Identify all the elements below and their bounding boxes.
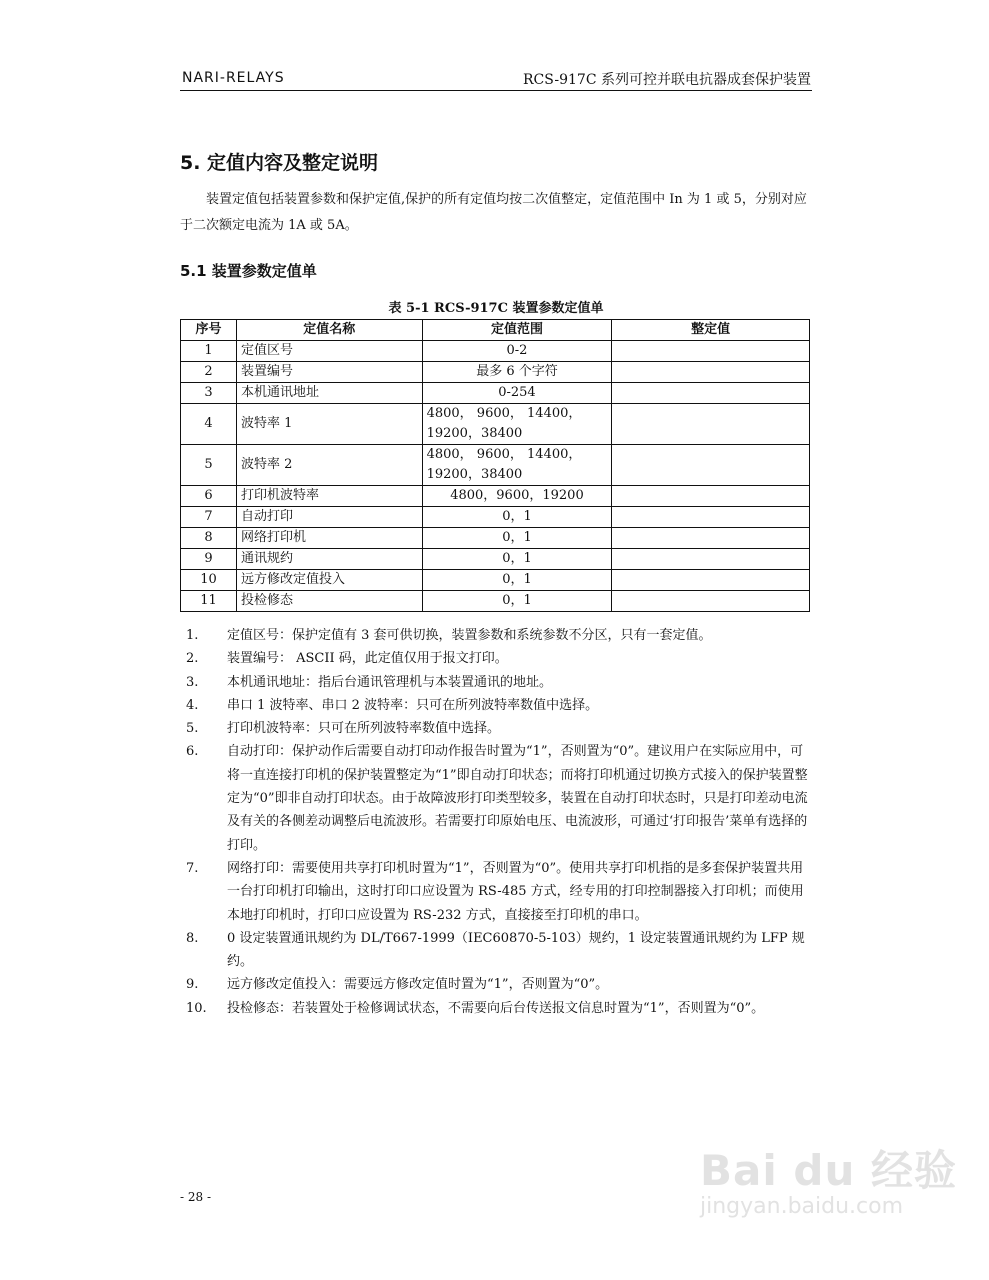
settings-table: [180, 319, 810, 612]
row-number: 4: [181, 404, 237, 445]
row-number: 5: [181, 445, 237, 486]
setting-value: [612, 528, 810, 549]
setting-value: [612, 507, 810, 528]
header-right: RCS-917C 系列可控并联电抗器成套保护装置: [523, 72, 811, 88]
note-text: 串口 1 波特率、串口 2 波特率：只可在所列波特率数值中选择。: [227, 697, 599, 713]
setting-name: 投检修态: [236, 591, 422, 612]
setting-value: [612, 341, 810, 362]
setting-value: [612, 445, 810, 486]
setting-range: 最多 6 个字符: [422, 362, 612, 383]
setting-range: 0-2: [422, 341, 612, 362]
table-body: [181, 341, 810, 612]
setting-value: [612, 486, 810, 507]
setting-name: 远方修改定值投入: [236, 570, 422, 591]
setting-range: 4800， 9600， 14400， 19200，38400: [422, 404, 612, 445]
row-number: 10: [181, 570, 237, 591]
note-text: 投检修态：若装置处于检修调试状态，不需要向后台传送报文信息时置为“1”，否则置为“0”。: [227, 1000, 765, 1016]
col-header-name: 定值名称: [236, 320, 422, 341]
col-header-range: 定值范围: [422, 320, 612, 341]
table-row: [181, 341, 810, 362]
setting-range: 0，1: [422, 549, 612, 570]
row-number: 9: [181, 549, 237, 570]
note-item: [186, 857, 816, 927]
setting-name: 定值区号: [236, 341, 422, 362]
table-row: [181, 486, 810, 507]
table-row: [181, 507, 810, 528]
note-item: [186, 997, 816, 1020]
setting-value: [612, 549, 810, 570]
note-item: [186, 927, 816, 974]
note-item: [186, 694, 816, 717]
setting-range: 0，1: [422, 570, 612, 591]
note-text: 打印机波特率：只可在所列波特率数值中选择。: [227, 721, 501, 737]
section-title: 5. 定值内容及整定说明: [180, 152, 379, 174]
table-row: [181, 362, 810, 383]
watermark: [700, 1138, 960, 1248]
note-item: [186, 624, 816, 647]
setting-range: 0-254: [422, 383, 612, 404]
table-row: [181, 570, 810, 591]
row-number: 6: [181, 486, 237, 507]
note-item: [186, 671, 816, 694]
watermark-logo: Bai du 经验: [700, 1146, 957, 1195]
note-number: 7.: [186, 860, 199, 876]
row-number: 2: [181, 362, 237, 383]
row-number: 3: [181, 383, 237, 404]
setting-value: [612, 570, 810, 591]
row-number: 11: [181, 591, 237, 612]
setting-value: [612, 362, 810, 383]
header-left: NARI-RELAYS: [182, 70, 285, 86]
setting-value: [612, 383, 810, 404]
row-number: 8: [181, 528, 237, 549]
table-row: [181, 528, 810, 549]
note-item: [186, 717, 816, 740]
setting-name: 自动打印: [236, 507, 422, 528]
setting-range: 0，1: [422, 528, 612, 549]
note-text: 自动打印：保护动作后需要自动打印动作报告时置为“1”，否则置为“0”。建议用户在实际应用中，可将一直连接打印机的保护装置整定为“1”即自动打印状态；而将打印机通过切换方式接入的保护装置整定为“0”即非自动打印状态。由于故障波形打印类型较多，装置在自动打印状态时，只是打印差动电流及有关的各侧差动调整后电流波形。若需要打印原始电压、电流波形，可通过‘打印报告’菜单有选择的打印。: [227, 744, 808, 853]
table-row: [181, 591, 810, 612]
note-number: 8.: [186, 930, 199, 946]
watermark-url: jingyan.baidu.com: [700, 1194, 904, 1219]
header-rule: [180, 90, 812, 91]
table-row: [181, 383, 810, 404]
row-number: 7: [181, 507, 237, 528]
setting-value: [612, 404, 810, 445]
setting-name: 网络打印机: [236, 528, 422, 549]
subsection-title: 5.1 装置参数定值单: [180, 262, 317, 280]
setting-name: 波特率 2: [236, 445, 422, 486]
note-item: [186, 647, 816, 670]
col-header-no: 序号: [181, 320, 237, 341]
note-item: [186, 973, 816, 996]
setting-name: 波特率 1: [236, 404, 422, 445]
section-intro: 装置定值包括装置参数和保护定值,保护的所有定值均按二次值整定，定值范围中 In 为 1 或 5，分别对应于二次额定电流为 1A 或 5A。: [180, 192, 807, 233]
table-caption: 表 5-1 RCS-917C 装置参数定值单: [388, 301, 604, 316]
table-row: [181, 445, 810, 486]
note-text: 远方修改定值投入：需要远方修改定值时置为“1”，否则置为“0”。: [227, 977, 609, 993]
note-number: 4.: [186, 697, 199, 713]
col-header-value: 整定值: [612, 320, 810, 341]
note-number: 9.: [186, 977, 199, 993]
setting-name: 装置编号: [236, 362, 422, 383]
note-text: 装置编号： ASCII 码，此定值仅用于报文打印。: [227, 651, 508, 667]
note-text: 本机通讯地址：指后台通讯管理机与本装置通讯的地址。: [227, 674, 553, 690]
notes-list: [186, 624, 816, 1020]
note-number: 6.: [186, 744, 199, 760]
note-text: 网络打印：需要使用共享打印机时置为“1”，否则置为“0”。使用共享打印机指的是多套保护装置共用一台打印机打印输出，这时打印口应设置为 RS-485 方式，经专用的打印控制器接入打印机；而使用本地打印机时，打印口应设置为 RS-232 方式，直接接至打印机的串口。: [227, 860, 804, 923]
setting-range: 0，1: [422, 507, 612, 528]
note-number: 2.: [186, 651, 199, 667]
note-number: 3.: [186, 674, 199, 690]
table-row: [181, 404, 810, 445]
note-number: 10.: [186, 1000, 207, 1016]
note-number: 5.: [186, 721, 199, 737]
page-number: - 28 -: [180, 1190, 212, 1204]
setting-range: 4800， 9600， 14400， 19200，38400: [422, 445, 612, 486]
note-text: 0 设定装置通讯规约为 DL/T667-1999（IEC60870-5-103）规约，1 设定装置通讯规约为 LFP 规约。: [227, 930, 805, 970]
setting-name: 通讯规约: [236, 549, 422, 570]
note-text: 定值区号：保护定值有 3 套可供切换，装置参数和系统参数不分区，只有一套定值。: [227, 628, 712, 643]
table-row: [181, 549, 810, 570]
note-item: [186, 740, 816, 856]
note-number: 1.: [186, 628, 199, 643]
setting-range: 0，1: [422, 591, 612, 612]
setting-name: 本机通讯地址: [236, 383, 422, 404]
row-number: 1: [181, 341, 237, 362]
setting-name: 打印机波特率: [236, 486, 422, 507]
setting-value: [612, 591, 810, 612]
setting-range: 4800，9600，19200: [422, 486, 612, 507]
